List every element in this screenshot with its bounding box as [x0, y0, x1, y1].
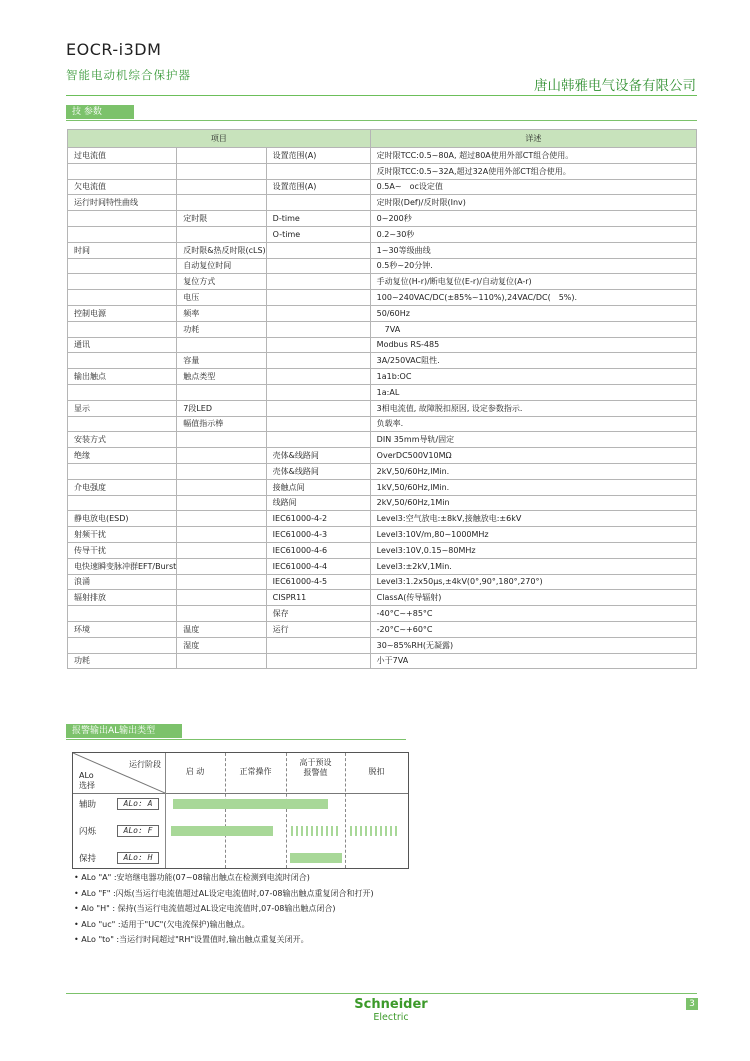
spec-item-cell [68, 274, 177, 290]
spec-detail-cell: 定时限(Def)/反时限(Inv) [370, 195, 696, 211]
col-header-item: 项目 [68, 130, 371, 148]
spec-item-cell [68, 258, 177, 274]
flash-pulse [395, 826, 397, 836]
spec-item-cell: 浪涌 [68, 574, 177, 590]
spec-detail-cell: 1a1b:OC [370, 369, 696, 385]
signal-bar-aux [173, 799, 328, 809]
spec-detail-cell: 定时限TCC:0.5~80A, 超过80A使用外部CT组合使用。 [370, 148, 696, 164]
spec-param-cell [266, 653, 370, 669]
spec-param-cell: IEC61000-4-3 [266, 527, 370, 543]
spec-param-cell: D-time [266, 211, 370, 227]
spec-row [68, 606, 697, 622]
spec-subitem-cell: 湿度 [177, 637, 266, 653]
al-output-diagram [72, 752, 409, 869]
spec-detail-cell: Level3:空气放电:±8kV,接触放电:±6kV [370, 511, 696, 527]
spec-param-cell: IEC61000-4-2 [266, 511, 370, 527]
spec-row [68, 590, 697, 606]
spec-subitem-cell: 触点类型 [177, 369, 266, 385]
spec-subitem-cell [177, 463, 266, 479]
spec-detail-cell: 0.5秒~20分钟. [370, 258, 696, 274]
spec-detail-cell: 30~85%RH(无凝露) [370, 637, 696, 653]
spec-subitem-cell: 7段LED [177, 400, 266, 416]
spec-row [68, 305, 697, 321]
spec-subitem-cell: 幅值指示棒 [177, 416, 266, 432]
spec-param-cell [266, 432, 370, 448]
spec-table [67, 129, 697, 669]
phase-normal: 正常操作 [239, 767, 272, 776]
spec-section-divider [66, 120, 697, 121]
flash-pulse [390, 826, 392, 836]
spec-param-cell: IEC61000-4-4 [266, 558, 370, 574]
spec-detail-cell: 反时限TCC:0.5~32A,超过32A使用外部CT组合使用。 [370, 163, 696, 179]
spec-item-cell [68, 416, 177, 432]
spec-subitem-cell: 反时限&热反时限(cLS) [177, 242, 266, 258]
spec-detail-cell: Level3:1.2x50μs,±4kV(0°,90°,180°,270°) [370, 574, 696, 590]
spec-subitem-cell: 电压 [177, 290, 266, 306]
flash-pulse [311, 826, 313, 836]
spec-detail-cell: 1a:AL [370, 384, 696, 400]
spec-item-cell: 显示 [68, 400, 177, 416]
spec-subitem-cell [177, 179, 266, 195]
flash-pulse [350, 826, 352, 836]
al-section-divider [66, 739, 406, 740]
flash-pulse [375, 826, 377, 836]
flash-pulse [316, 826, 318, 836]
spec-row [68, 400, 697, 416]
spec-table-header [68, 130, 697, 148]
spec-subitem-cell [177, 148, 266, 164]
spec-subitem-cell [177, 479, 266, 495]
flash-pulse [365, 826, 367, 836]
lcd-alo-h: ALo: H [117, 852, 159, 864]
spec-detail-cell: -40°C~+85°C [370, 606, 696, 622]
spec-param-cell: 设置范围(A) [266, 179, 370, 195]
signal-bar-hold [290, 853, 342, 863]
spec-param-cell [266, 353, 370, 369]
spec-row [68, 353, 697, 369]
company-name: 唐山韩雅电气设备有限公司 [534, 78, 696, 94]
flash-pulse [355, 826, 357, 836]
flash-pulse [360, 826, 362, 836]
spec-subitem-cell: 容量 [177, 353, 266, 369]
flash-pulse [296, 826, 298, 836]
spec-param-cell [266, 384, 370, 400]
diagram-corner-bottom-2: 选择 [79, 781, 95, 790]
spec-detail-cell: 0~200秒 [370, 211, 696, 227]
lcd-alo-a: ALo: A [117, 798, 159, 810]
header-divider [66, 95, 697, 96]
spec-subitem-cell: 频率 [177, 305, 266, 321]
spec-detail-cell: Level3:10V/m,80~1000MHz [370, 527, 696, 543]
spec-subitem-cell: 定时限 [177, 211, 266, 227]
diagram-header-rule [73, 793, 408, 794]
spec-item-cell [68, 226, 177, 242]
spec-item-cell: 安装方式 [68, 432, 177, 448]
spec-detail-cell: 0.5A~ oc设定值 [370, 179, 696, 195]
spec-item-cell: 电快速瞬变脉冲群EFT/Burst [68, 558, 177, 574]
spec-row [68, 369, 697, 385]
spec-row [68, 179, 697, 195]
note-line: • ALo "F" :闪烁(当运行电流值超过AL设定电流值时,07-08输出触点重复闭合和打开) [74, 888, 374, 898]
spec-detail-cell: Level3:±2kV,1Min. [370, 558, 696, 574]
spec-row [68, 495, 697, 511]
spec-param-cell [266, 369, 370, 385]
spec-detail-cell: Modbus RS-485 [370, 337, 696, 353]
product-subtitle: 智能电动机综合保护器 [66, 68, 191, 82]
spec-detail-cell: 手动复位(H-r)/断电复位(E-r)/自动复位(A-r) [370, 274, 696, 290]
spec-item-cell [68, 606, 177, 622]
note-line: • ALo "uc" :适用于"UC"(欠电流保护)输出触点。 [74, 919, 250, 929]
spec-item-cell: 环境 [68, 621, 177, 637]
spec-subitem-cell [177, 653, 266, 669]
al-section-label: 报警输出AL输出类型 [66, 724, 182, 738]
schneider-logo [348, 998, 434, 1023]
diagram-corner-top: 运行阶段 [129, 760, 161, 769]
spec-detail-cell: 100~240VAC/DC(±85%~110%),24VAC/DC( 5%). [370, 290, 696, 306]
spec-item-cell: 过电流值 [68, 148, 177, 164]
spec-row [68, 258, 697, 274]
spec-subitem-cell [177, 558, 266, 574]
spec-row [68, 479, 697, 495]
spec-row [68, 432, 697, 448]
spec-subitem-cell: 功耗 [177, 321, 266, 337]
spec-detail-cell: 3A/250VAC阻性. [370, 353, 696, 369]
phase-trip: 脱扣 [368, 767, 385, 776]
spec-param-cell [266, 290, 370, 306]
note-line: • ALo "A" :安培继电器功能(07~08输出触点在检测到电流时闭合) [74, 873, 310, 882]
spec-item-cell [68, 321, 177, 337]
spec-item-cell [68, 637, 177, 653]
spec-param-cell [266, 321, 370, 337]
spec-item-cell [68, 353, 177, 369]
spec-param-cell [266, 163, 370, 179]
spec-row [68, 337, 697, 353]
spec-detail-cell: 1~30等级曲线 [370, 242, 696, 258]
spec-item-cell: 绝缘 [68, 448, 177, 464]
spec-subitem-cell [177, 384, 266, 400]
spec-row [68, 653, 697, 669]
spec-subitem-cell [177, 511, 266, 527]
spec-item-cell: 输出触点 [68, 369, 177, 385]
lcd-alo-f: ALo: F [117, 825, 159, 837]
spec-row [68, 290, 697, 306]
spec-detail-cell: 小于7VA [370, 653, 696, 669]
spec-subitem-cell [177, 226, 266, 242]
spec-param-cell: 运行 [266, 621, 370, 637]
spec-subitem-cell [177, 606, 266, 622]
spec-param-cell [266, 400, 370, 416]
spec-detail-cell: 负载率. [370, 416, 696, 432]
spec-subitem-cell: 复位方式 [177, 274, 266, 290]
spec-subitem-cell [177, 163, 266, 179]
spec-subitem-cell [177, 337, 266, 353]
spec-param-cell [266, 637, 370, 653]
spec-subitem-cell [177, 495, 266, 511]
spec-subitem-cell [177, 195, 266, 211]
spec-item-cell: 功耗 [68, 653, 177, 669]
spec-param-cell [266, 258, 370, 274]
phase-start: 启 动 [185, 767, 205, 776]
spec-item-cell [68, 211, 177, 227]
diagram-corner-cell [73, 753, 165, 793]
spec-detail-cell: 50/60Hz [370, 305, 696, 321]
spec-param-cell: CISPR11 [266, 590, 370, 606]
spec-item-cell [68, 384, 177, 400]
spec-item-cell [68, 495, 177, 511]
spec-subitem-cell [177, 448, 266, 464]
spec-param-cell [266, 195, 370, 211]
spec-detail-cell: ClassA(传导辐射) [370, 590, 696, 606]
page-number: 3 [686, 998, 698, 1010]
spec-row [68, 448, 697, 464]
spec-param-cell: IEC61000-4-5 [266, 574, 370, 590]
spec-row [68, 242, 697, 258]
spec-row [68, 511, 697, 527]
spec-param-cell [266, 416, 370, 432]
col-header-detail: 详述 [370, 130, 696, 148]
spec-param-cell [266, 337, 370, 353]
spec-row [68, 148, 697, 164]
spec-detail-cell: Level3:10V,0.15~80MHz [370, 542, 696, 558]
spec-row [68, 621, 697, 637]
spec-subitem-cell [177, 574, 266, 590]
al-notes [74, 870, 374, 948]
spec-item-cell: 介电强度 [68, 479, 177, 495]
spec-detail-cell: 2kV,50/60Hz,1Min [370, 495, 696, 511]
spec-row [68, 321, 697, 337]
spec-subitem-cell: 温度 [177, 621, 266, 637]
spec-row [68, 637, 697, 653]
flash-pulse [306, 826, 308, 836]
row-name-flash: 闪烁 [79, 827, 97, 837]
spec-item-cell [68, 463, 177, 479]
spec-param-cell: 壳体&线路间 [266, 448, 370, 464]
spec-subitem-cell [177, 542, 266, 558]
spec-param-cell: 设置范围(A) [266, 148, 370, 164]
flash-pulse [326, 826, 328, 836]
spec-row [68, 542, 697, 558]
logo-line1: Schneider [354, 997, 428, 1012]
note-line: • Alo "H" : 保持(当运行电流值超过AL设定电流值时,07-08输出触点闭合) [74, 904, 336, 913]
spec-row [68, 384, 697, 400]
spec-row [68, 274, 697, 290]
spec-row [68, 226, 697, 242]
spec-row [68, 558, 697, 574]
spec-subitem-cell: 自动复位时间 [177, 258, 266, 274]
spec-row [68, 574, 697, 590]
spec-item-cell: 射频干扰 [68, 527, 177, 543]
spec-detail-cell: 0.2~30秒 [370, 226, 696, 242]
row-name-hold: 保持 [79, 854, 97, 864]
spec-subitem-cell [177, 590, 266, 606]
flash-pulse [385, 826, 387, 836]
spec-detail-cell: 1kV,50/60Hz,lMin. [370, 479, 696, 495]
spec-section-label: 技 参数 [66, 105, 134, 119]
spec-item-cell: 欠电流值 [68, 179, 177, 195]
signal-bar-flash [171, 826, 273, 836]
flash-pulse [321, 826, 323, 836]
spec-item-cell: 控制电源 [68, 305, 177, 321]
spec-item-cell: 辐射排放 [68, 590, 177, 606]
spec-row [68, 163, 697, 179]
spec-param-cell: IEC61000-4-6 [266, 542, 370, 558]
spec-param-cell: O-time [266, 226, 370, 242]
flash-pulse [370, 826, 372, 836]
flash-pulse [291, 826, 293, 836]
spec-item-cell [68, 163, 177, 179]
spec-param-cell: 保存 [266, 606, 370, 622]
spec-row [68, 416, 697, 432]
spec-detail-cell: 2kV,50/60Hz,lMin. [370, 463, 696, 479]
spec-item-cell: 静电放电(ESD) [68, 511, 177, 527]
spec-param-cell [266, 305, 370, 321]
spec-detail-cell: OverDC500V10MΩ [370, 448, 696, 464]
spec-param-cell [266, 274, 370, 290]
phase-over-alarm: 高于预设 报警值 [299, 758, 332, 777]
flash-pulse [336, 826, 338, 836]
spec-param-cell [266, 242, 370, 258]
spec-item-cell: 时间 [68, 242, 177, 258]
spec-param-cell: 线路间 [266, 495, 370, 511]
spec-subitem-cell [177, 527, 266, 543]
flash-pulse [301, 826, 303, 836]
flash-pulse [331, 826, 333, 836]
footer-divider [66, 993, 697, 994]
product-model-title: EOCR-i3DM [66, 40, 162, 59]
spec-param-cell: 壳体&线路间 [266, 463, 370, 479]
note-line: • ALo "to" :当运行时间超过"RH"设置值时,输出触点重复关闭开。 [74, 935, 309, 944]
spec-param-cell: 接触点间 [266, 479, 370, 495]
spec-detail-cell: -20°C~+60°C [370, 621, 696, 637]
spec-detail-cell: DIN 35mm导轨/固定 [370, 432, 696, 448]
spec-item-cell: 运行时间特性曲线 [68, 195, 177, 211]
spec-item-cell [68, 290, 177, 306]
spec-item-cell: 通讯 [68, 337, 177, 353]
spec-row [68, 527, 697, 543]
spec-row [68, 211, 697, 227]
spec-detail-cell: 3相电流值, 故障脱扣原因, 设定参数指示. [370, 400, 696, 416]
logo-line2: Electric [373, 1012, 409, 1023]
spec-detail-cell: 7VA [370, 321, 696, 337]
spec-subitem-cell [177, 432, 266, 448]
flash-pulse [380, 826, 382, 836]
spec-item-cell: 传导干扰 [68, 542, 177, 558]
spec-row [68, 195, 697, 211]
row-name-aux: 辅助 [79, 800, 97, 810]
spec-row [68, 463, 697, 479]
diagram-corner-bottom-1: ALo [79, 771, 94, 780]
